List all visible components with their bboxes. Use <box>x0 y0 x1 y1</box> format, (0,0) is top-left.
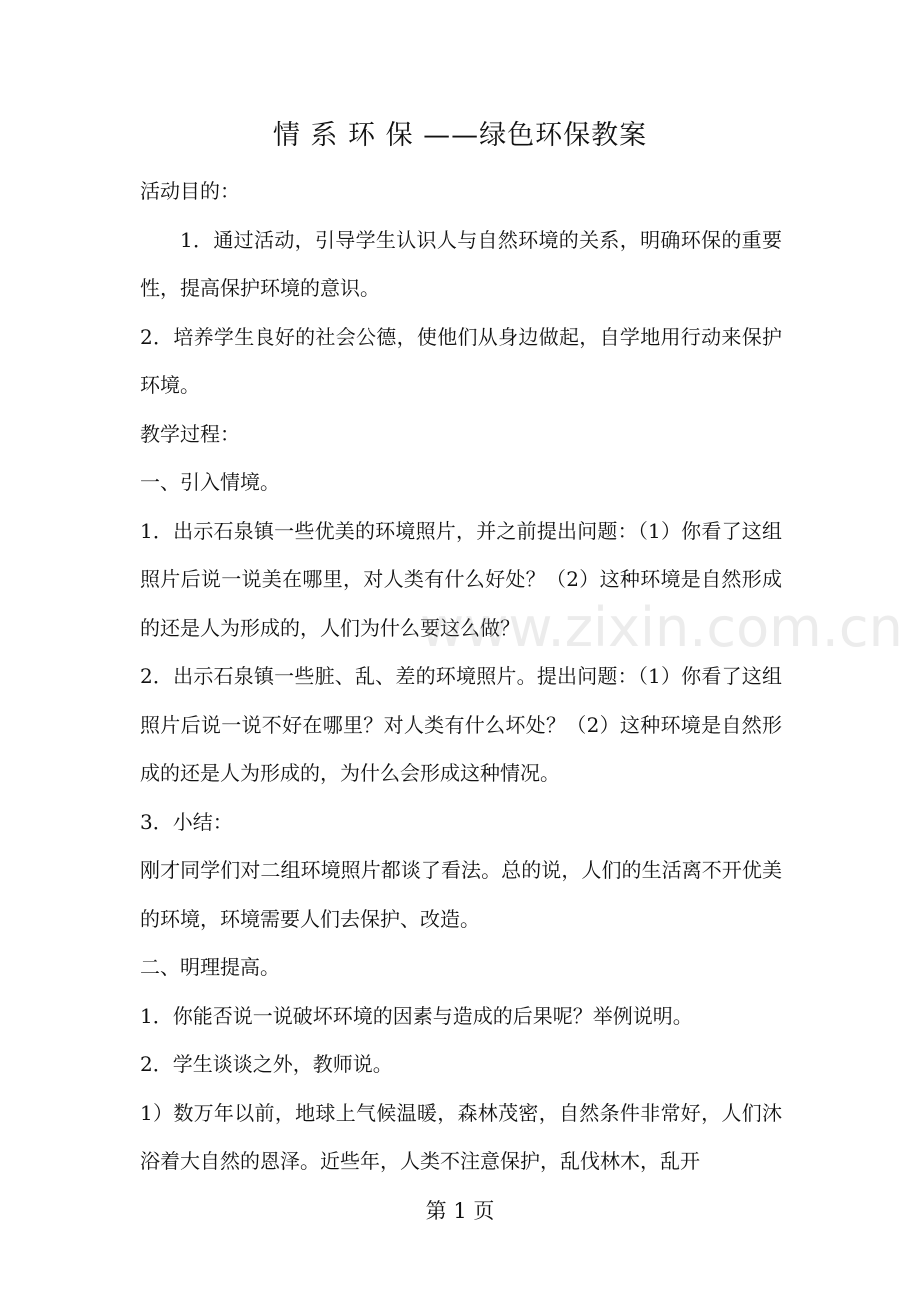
document-body <box>140 167 782 1186</box>
paragraph-section-1-item-3: 3．小结： <box>140 809 233 834</box>
paragraph-goal-1: 1．通过活动，引导学生认识人与自然环境的关系，明确环保的重要性，提高保护环境的意识。 <box>140 227 782 300</box>
paragraph-section-2-subitem-1: 1）数万年以前，地球上气候温暖，森林茂密，自然条件非常好，人们沐浴着大自然的恩泽。近些年，人类不注意保护，乱伐林木，乱开 <box>140 1100 782 1173</box>
paragraph-section-2-item-2: 2．学生谈谈之外，教师说。 <box>140 1052 393 1076</box>
paragraph-teaching-process-heading: 教学过程： <box>140 421 240 446</box>
paragraph-section-1-heading: 一、引入情境。 <box>140 470 280 494</box>
paragraph-section-2-item-1: 1．你能否说一说破坏环境的因素与造成的后果呢？举例说明。 <box>140 1003 693 1028</box>
paragraph-goal-2: 2．培养学生良好的社会公德，使他们从身边做起，自学地用行动来保护环境。 <box>140 324 782 397</box>
paragraph-section-1-item-2: 2．出示石泉镇一些脏、乱、差的环境照片。提出问题：（1）你看了这组照片后说一说不好在哪里？对人类有什么坏处？（2）这种环境是自然形成的还是人为形成的，为什么会形成这种情况。 <box>140 664 782 785</box>
document-title: 情 系 环 保 ——绿色环保教案 <box>272 120 648 151</box>
paragraph-section-1-item-1: 1．出示石泉镇一些优美的环境照片，并之前提出问题：（1）你看了这组照片后说一说美在哪里，对人类有什么好处？（2）这种环境是自然形成的还是人为形成的，人们为什么要这么做？ <box>140 518 782 640</box>
page-number-footer: 第 1 页 <box>425 1199 495 1223</box>
watermark: www.zixin.com.cn <box>420 596 903 659</box>
paragraph-activity-goal-heading: 活动目的： <box>140 179 240 203</box>
paragraph-summary: 刚才同学们对二组环境照片都谈了看法。总的说，人们的生活离不开优美的环境，环境需要人们去保护、改造。 <box>140 858 782 931</box>
paragraph-section-2-heading: 二、明理提高。 <box>140 955 280 979</box>
